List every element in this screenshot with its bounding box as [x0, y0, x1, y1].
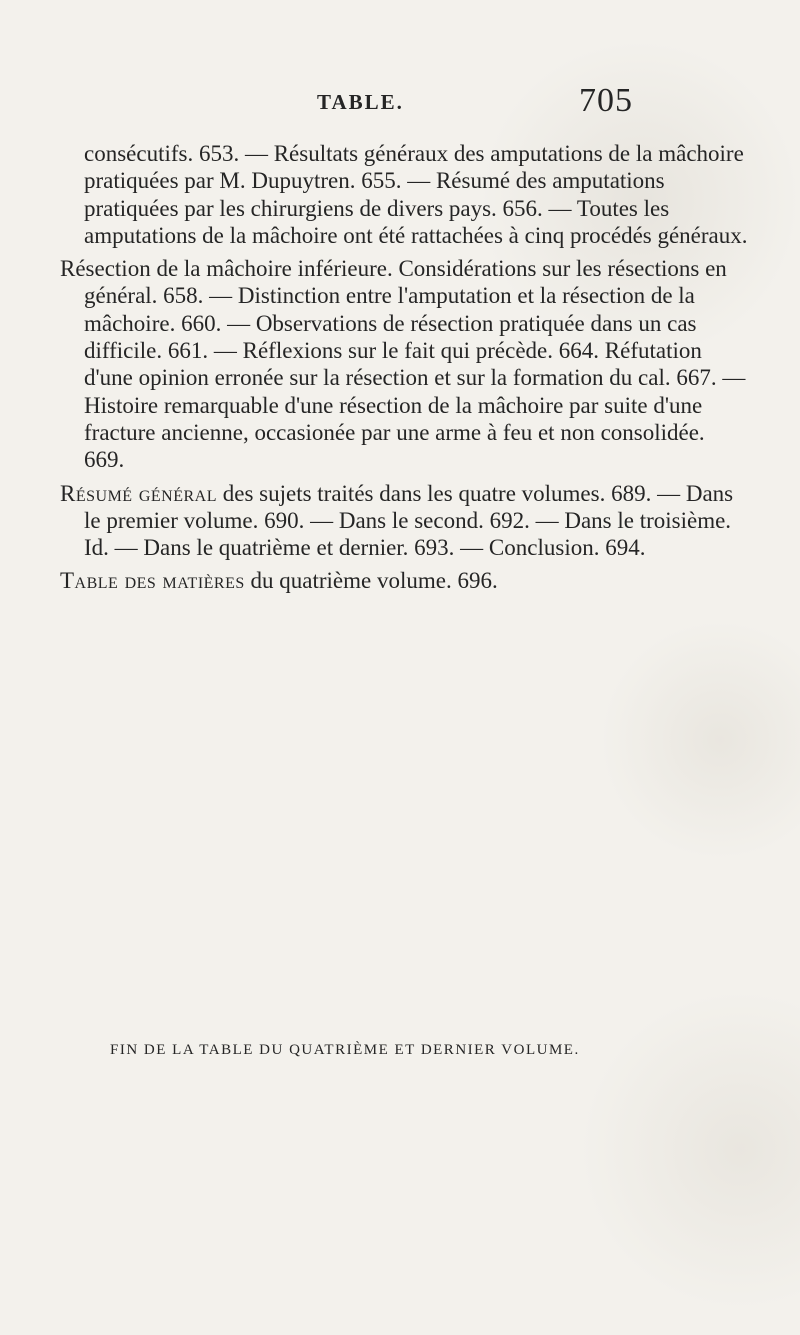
- toc-entry-lead: Résumé général: [60, 480, 217, 506]
- toc-entry-amputations-continued: [84, 140, 750, 249]
- page-number: 705: [579, 82, 633, 119]
- table-of-contents-body: [60, 140, 750, 601]
- toc-entry-text: des sujets traités dans les quatre volumes. 689. — Dans le premier volume. 690. — Dans le second. 692. — Dans le troisième. Id. — Dans le quatrième et dernier. 693. — Conclusion. 694.: [84, 480, 734, 561]
- toc-entry-lead: Table des matières: [60, 568, 245, 594]
- toc-entry-text: Résection de la mâchoire inférieure. Considérations sur les résections en général. 658. — Distinction entre l'amputation et la résection de la mâchoire. 660. — Observations de résection pratiquée dans un cas difficile. 661. — Réflexions sur le fait qui précède. 664. Réfutation d'une opinion erronée sur la résection et sur la formation du cal. 667. — Histoire remarquable d'une résection de la mâchoire par suite d'une fracture ancienne, occasionée par une arme à feu et non consolidée. 669.: [60, 256, 746, 473]
- running-head-title: TABLE.: [317, 90, 404, 114]
- end-of-volume-note: FIN DE LA TABLE DU QUATRIÈME ET DERNIER VOLUME.: [110, 1042, 580, 1058]
- running-head: [0, 82, 800, 132]
- toc-entry-resume-general: [60, 480, 750, 562]
- toc-entry-text: du quatrième volume. 696.: [244, 568, 498, 594]
- toc-entry-resection: [60, 255, 750, 473]
- toc-entry-text: consécutifs. 653. — Résultats généraux des amputations de la mâchoire pratiquées par M. Dupuytren. 655. — Résumé des amputations pratiquées par les chirurgiens de divers pays. 656. — Toutes les amputations de la mâchoire ont été rattachées à cinq procédés généraux.: [84, 141, 748, 248]
- toc-entry-table-des-matieres: [60, 567, 750, 594]
